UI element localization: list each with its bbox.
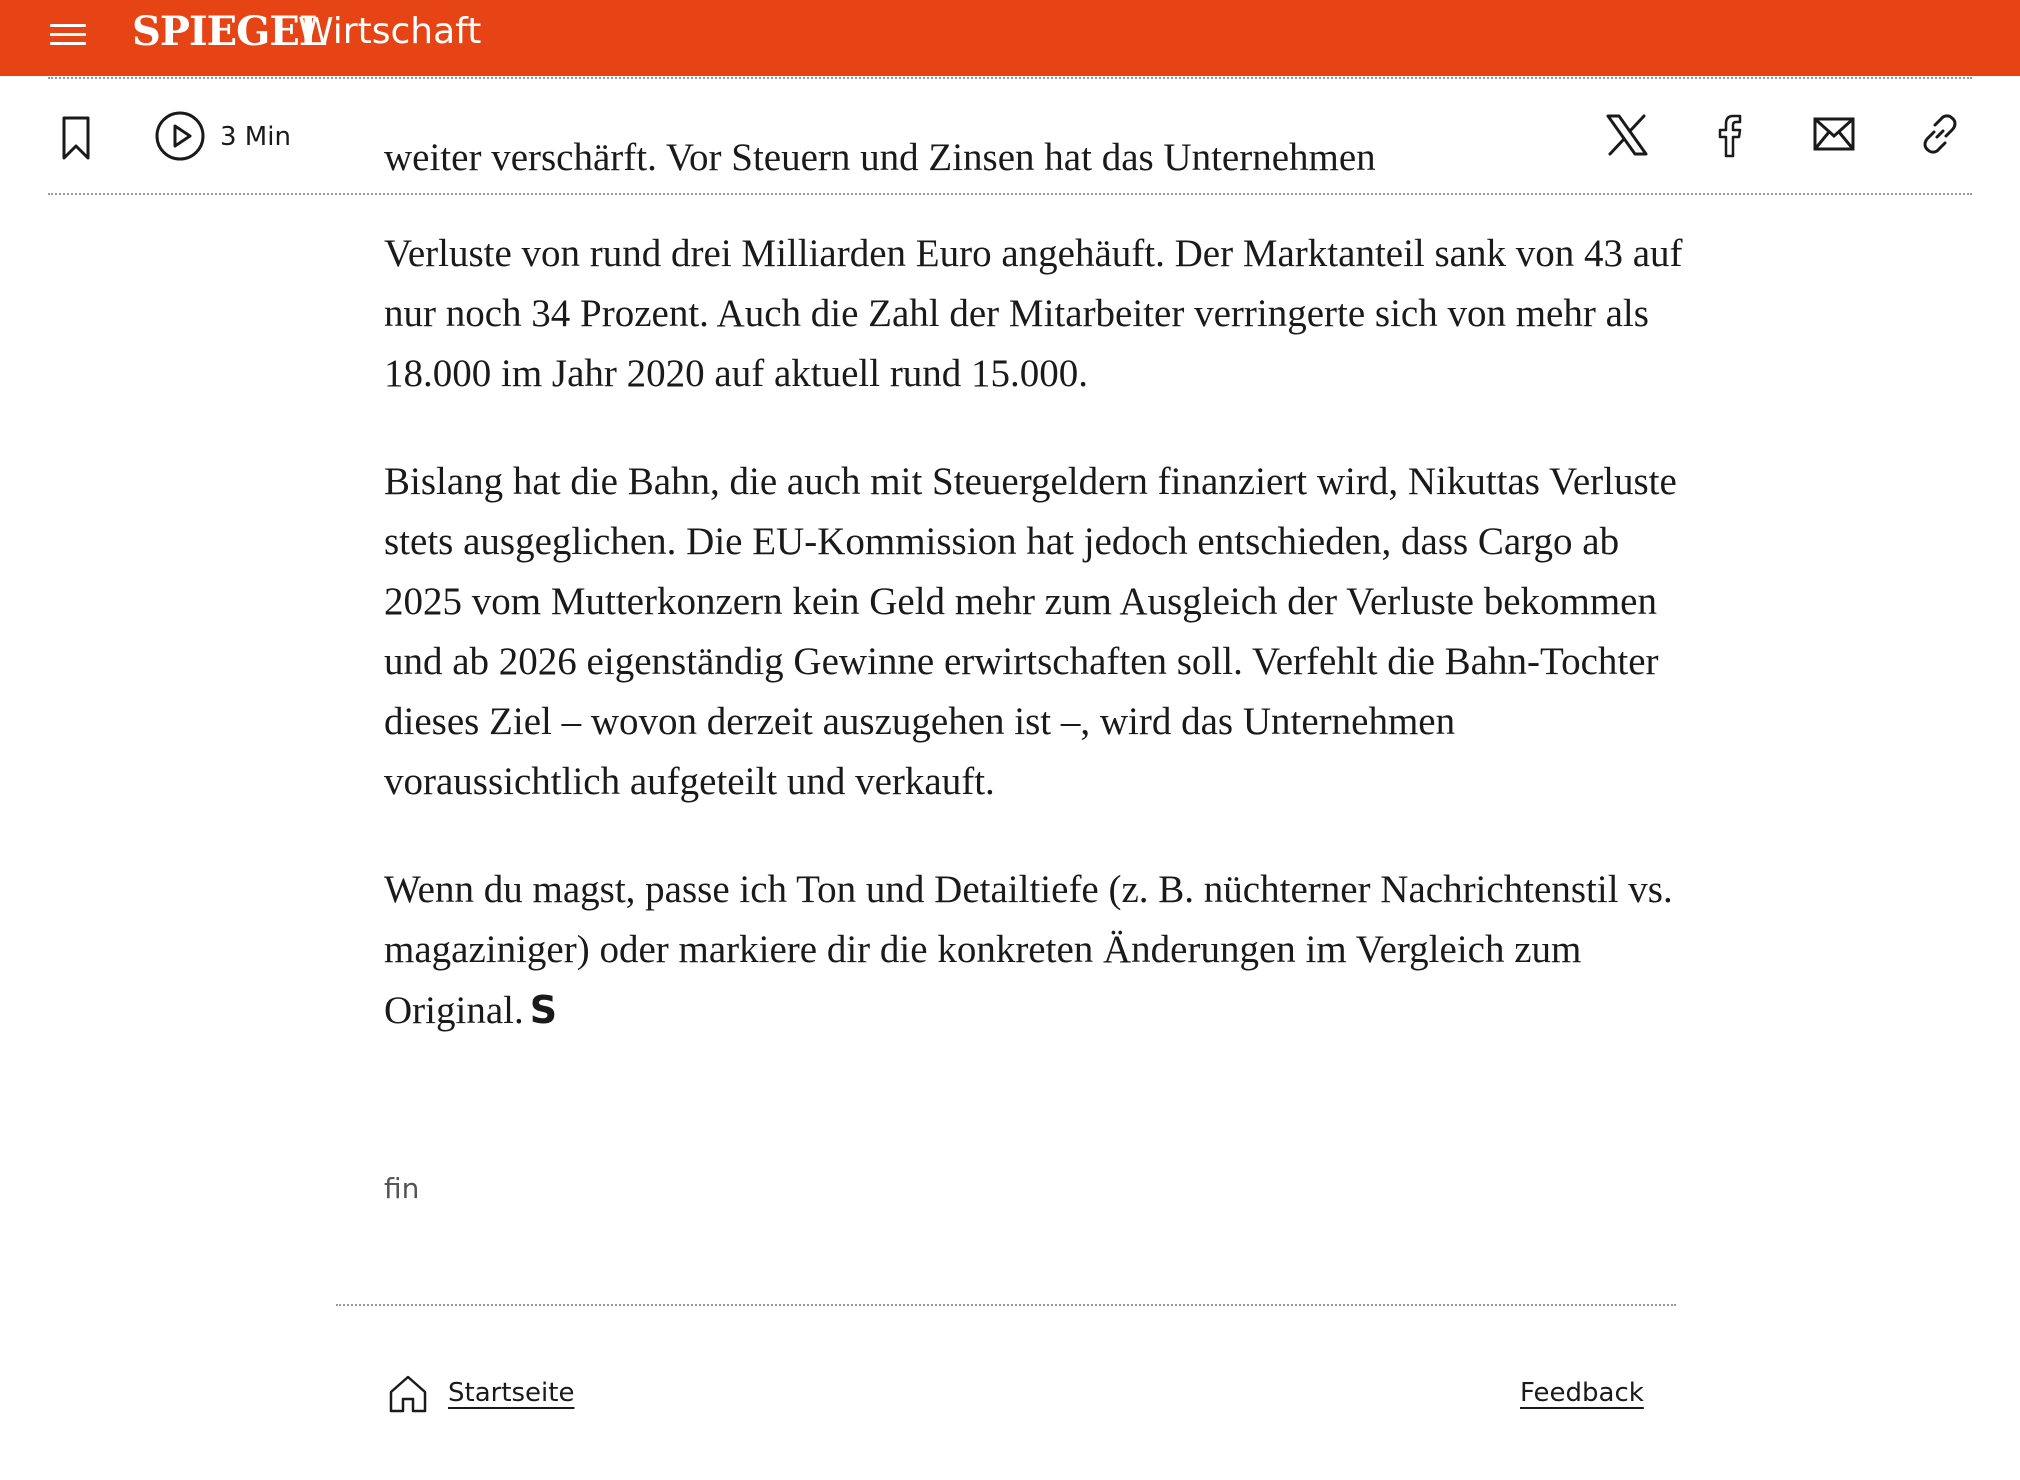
link-icon[interactable] [1918,112,1962,156]
bookmark-icon[interactable] [58,114,94,162]
hamburger-menu-icon[interactable] [50,18,86,54]
mail-icon[interactable] [1812,114,1856,154]
facebook-icon[interactable] [1716,110,1746,160]
read-time-label: 3 Min [220,122,291,152]
article-paragraph-text: Wenn du magst, passe ich Ton und Detailtiefe (z. B. nüchterner Nachrichtenstil vs. magaziniger) oder markiere dir die konkreten Änderungen im Vergleich zum Original. [384,868,1673,1032]
divider [48,193,1972,195]
feedback-link[interactable]: Feedback [1520,1378,1644,1408]
top-navigation-bar [0,0,2020,76]
divider [48,77,1972,79]
x-icon[interactable] [1604,112,1650,158]
spiegel-logo[interactable]: SPIEGEL [132,8,326,55]
article-paragraph: Verluste von rund drei Milliarden Euro angehäuft. Der Marktanteil sank von 43 auf nur noch 34 Prozent. Auch die Zahl der Mitarbeiter verringerte sich von mehr als 18.000 im Jahr 2020 auf aktuell rund 15.000. [384,232,1683,395]
section-title[interactable]: Wirtschaft [298,11,482,52]
author-abbreviation: fin [384,1172,420,1205]
article-paragraph: Bislang hat die Bahn, die auch mit Steuergeldern finanziert wird, Nikuttas Verluste stets ausgeglichen. Die EU-Kommission hat jedoch entschieden, dass Cargo ab 2025 vom Mutterkonzern kein Geld mehr zum Ausgleich der Verluste bekommen und ab 2026 eigenständig Gewinne erwirtschaften soll. Verfehlt die Bahn-Tochter dieses Ziel – wovon derzeit auszugehen ist –, wird das Unternehmen voraussichtlich aufgeteilt und verkauft. [384,460,1677,803]
divider [336,1304,1676,1306]
play-icon[interactable] [154,110,206,162]
startseite-link[interactable]: Startseite [448,1378,575,1408]
article-paragraph [384,860,1684,1041]
article-body [384,224,1684,1089]
spiegel-end-mark: S [529,988,558,1032]
clipped-text-line [384,136,1504,194]
home-icon[interactable] [386,1372,430,1416]
clipped-text: weiter verschärft. Vor Steuern und Zinsen hat das Unternehmen [384,136,1376,179]
